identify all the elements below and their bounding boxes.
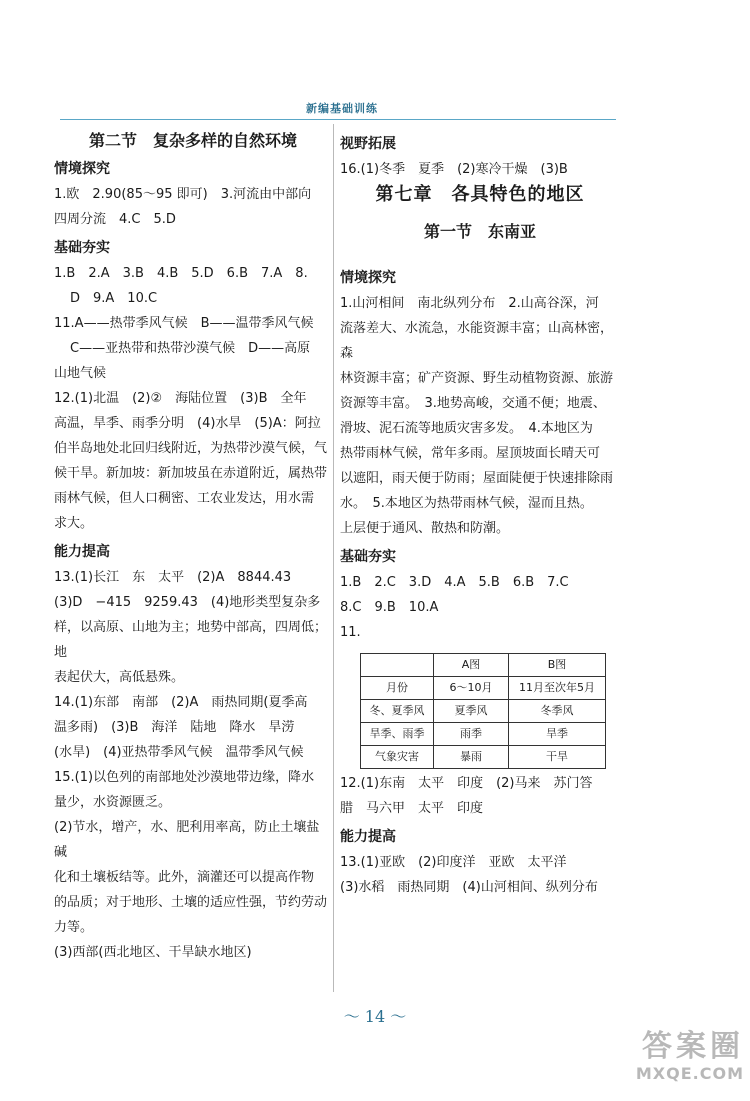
page-header <box>0 96 750 122</box>
watermark-text: 答案圈 <box>642 1029 744 1064</box>
answer-line: 高温，旱季、雨季分明 (4)水旱 (5)A：阿拉 <box>54 416 321 431</box>
answer-line: 伯半岛地处北回归线附近，为热带沙漠气候，气 <box>54 441 328 456</box>
answer-line: 候干旱。新加坡：新加坡虽在赤道附近，属热带 <box>54 466 328 481</box>
answer-line: 15.(1)以色列的南部地处沙漠地带边缘，降水 <box>54 770 315 785</box>
answer-line: 腊 马六甲 太平 印度 <box>340 801 484 816</box>
table-cell: 旱季、雨季 <box>361 723 434 746</box>
answer-line: 化和土壤板结等。此外，滴灌还可以提高作物 <box>54 870 315 885</box>
series-title: 新编基础训练 <box>306 102 378 115</box>
heading-qingjing: 情境探究 <box>340 270 396 286</box>
header-rule <box>60 119 616 120</box>
table-row <box>361 723 606 746</box>
answer-line: (3)D −415 9259.43 (4)地形类型复杂多 <box>54 595 321 610</box>
answer-line: 流落差大、水流急，水能资源丰富；山高林密，森 <box>340 321 614 361</box>
answer-line: 四周分流 4.C 5.D <box>54 212 176 227</box>
page-number: ～ 14 ～ <box>343 1007 407 1026</box>
answer-line: 1.B 2.A 3.B 4.B 5.D 6.B 7.A 8. <box>54 266 308 281</box>
column-divider <box>333 124 334 992</box>
answer-line: 力等。 <box>54 920 94 935</box>
table-row <box>361 746 606 769</box>
table-cell: 旱季 <box>509 723 606 746</box>
answer-line: 的品质；对于地形、土壤的适应性强，节约劳动 <box>54 895 328 910</box>
table-cell: 夏季风 <box>434 700 509 723</box>
answer-line: C——亚热带和热带沙漠气候 D——高原 <box>70 341 311 356</box>
answer-line: 以遮阳，雨天便于防雨；屋面陡便于快速排除雨 <box>340 471 614 486</box>
watermark-logo <box>600 1030 750 1101</box>
answer-line: 滑坡、泥石流等地质灾害多发。 4.本地区为 <box>340 421 593 436</box>
heading-nengli: 能力提高 <box>54 544 110 560</box>
answer-line: 温多雨) (3)B 海洋 陆地 降水 旱涝 <box>54 720 295 735</box>
heading-nengli: 能力提高 <box>340 829 396 845</box>
table-cell: 暴雨 <box>434 746 509 769</box>
answer-line: 13.(1)长江 东 太平 (2)A 8844.43 <box>54 570 292 585</box>
heading-qingjing: 情境探究 <box>54 161 110 177</box>
answer-line: D 9.A 10.C <box>70 291 158 306</box>
right-column <box>340 128 620 900</box>
answer-line: 1.山河相间 南北纵列分布 2.山高谷深，河 <box>340 296 599 311</box>
answer-line: 12.(1)东南 太平 印度 (2)马来 苏门答 <box>340 776 593 791</box>
left-column <box>54 128 332 965</box>
table-cell: 6～10月 <box>434 677 509 700</box>
answer-line: 林资源丰富；矿产资源、野生动植物资源、旅游 <box>340 371 614 386</box>
section-title: 第二节 复杂多样的自然环境 <box>88 131 297 150</box>
answer-line: 8.C 9.B 10.A <box>340 600 439 615</box>
answer-line: (3)西部(西北地区、干旱缺水地区) <box>54 945 252 960</box>
watermark-url: MXQE.COM <box>635 1064 744 1083</box>
table-cell: 冬、夏季风 <box>361 700 434 723</box>
answer-line: 水。 5.本地区为热带雨林气候，湿而且热。 <box>340 496 593 511</box>
table-cell <box>361 654 434 677</box>
table-cell: 气象灾害 <box>361 746 434 769</box>
table-cell: 雨季 <box>434 723 509 746</box>
answer-line: 11.A——热带季风气候 B——温带季风气候 <box>54 316 314 331</box>
answer-line: (水旱) (4)亚热带季风气候 温带季风气候 <box>54 745 304 760</box>
answer-line: (2)节水，增产，水、肥利用率高，防止土壤盐碱 <box>54 820 320 860</box>
answer-line: 山地气候 <box>54 366 107 381</box>
table-cell: 冬季风 <box>509 700 606 723</box>
answer-line: 12.(1)北温 (2)② 海陆位置 (3)B 全年 <box>54 391 307 406</box>
answer-line: 热带雨林气候，常年多雨。屋顶坡面长晴天可 <box>340 446 601 461</box>
chapter-title: 第七章 各具特色的地区 <box>375 184 585 205</box>
answer-line: 1.欧 2.90(85～95 即可) 3.河流由中部向 <box>54 187 312 202</box>
answer-line: 资源等丰富。 3.地势高峻，交通不便；地震、 <box>340 396 606 411</box>
heading-jichu: 基础夯实 <box>340 549 396 565</box>
answer-line: 表起伏大，高低悬殊。 <box>54 670 185 685</box>
table-cell: A图 <box>434 654 509 677</box>
table-cell: 干旱 <box>509 746 606 769</box>
answer-line: 上层便于通风、散热和防潮。 <box>340 521 510 536</box>
table-row <box>361 677 606 700</box>
answer-line: 1.B 2.C 3.D 4.A 5.B 6.B 7.C <box>340 575 569 590</box>
table-cell: 11月至次年5月 <box>509 677 606 700</box>
answer-line: 11. <box>340 625 361 640</box>
answer-line: 量少，水资源匮乏。 <box>54 795 172 810</box>
answer-line: (3)水稻 雨热同期 (4)山河相间、纵列分布 <box>340 880 598 895</box>
answer-line: 样，以高原、山地为主；地势中部高，四周低；地 <box>54 620 328 660</box>
answer-line: 13.(1)亚欧 (2)印度洋 亚欧 太平洋 <box>340 855 567 870</box>
table-cell: B图 <box>509 654 606 677</box>
answer-line: 雨林气候，但人口稠密、工农业发达，用水需 <box>54 491 315 506</box>
climate-comparison-table <box>360 653 606 769</box>
answer-line: 求大。 <box>54 516 94 531</box>
heading-shiye: 视野拓展 <box>340 136 396 152</box>
answer-line: 14.(1)东部 南部 (2)A 雨热同期(夏季高 <box>54 695 308 710</box>
table-cell: 月份 <box>361 677 434 700</box>
table-row <box>361 700 606 723</box>
section-title: 第一节 东南亚 <box>423 222 536 241</box>
table-header-row <box>361 654 606 677</box>
heading-jichu: 基础夯实 <box>54 240 110 256</box>
answer-line: 16.(1)冬季 夏季 (2)寒冷干燥 (3)B <box>340 162 568 177</box>
